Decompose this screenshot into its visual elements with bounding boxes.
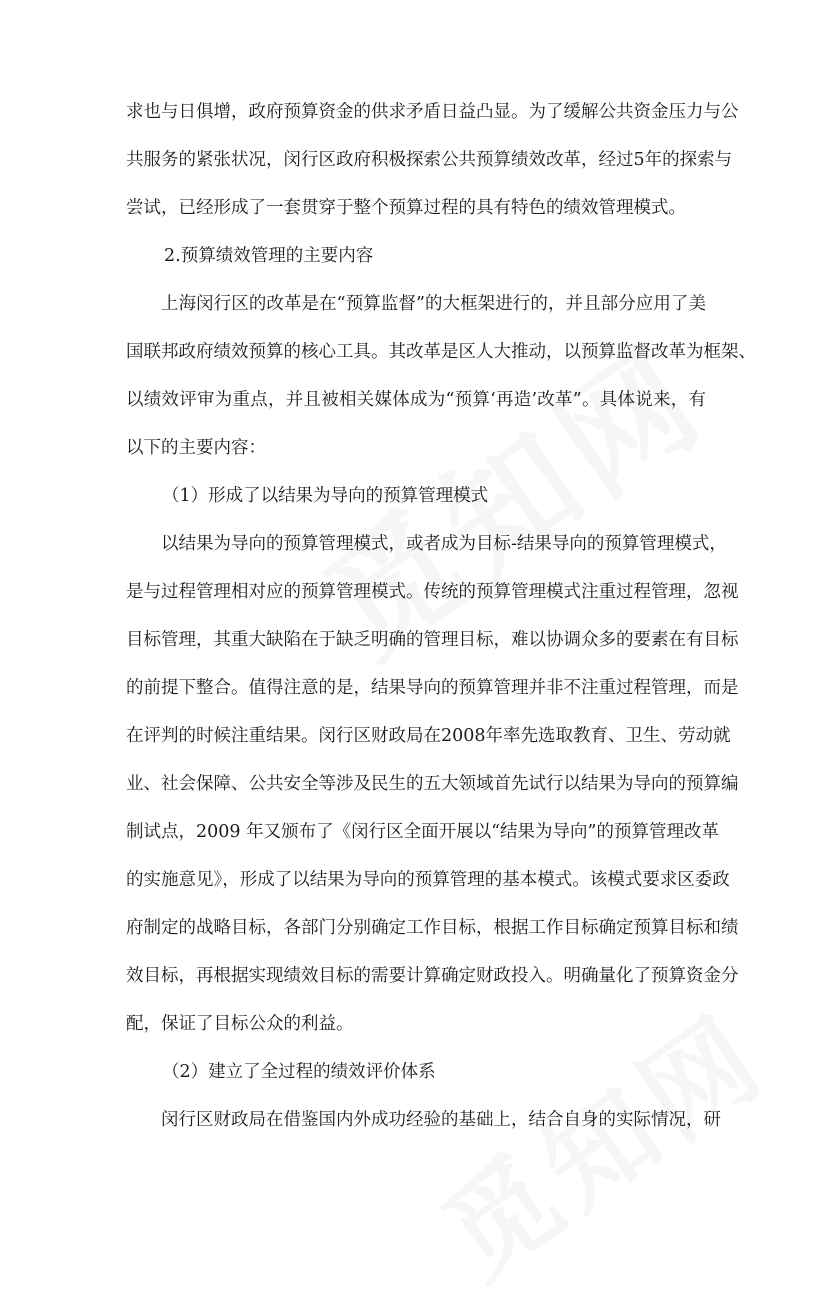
section-heading: 2.预算绩效管理的主要内容	[164, 246, 374, 266]
text-line: 国联邦政府绩效预算的核心工具。其改革是区人大推动，以预算监督改革为框架、	[126, 342, 756, 362]
text-line: 尝试，已经形成了一套贯穿于整个预算过程的具有特色的绩效管理模式。	[126, 198, 686, 218]
text-line: 效目标，再根据实现绩效目标的需要计算确定财政投入。明确量化了预算资金分	[126, 966, 739, 986]
text-line: 上海闵行区的改革是在“预算监督”的大框架进行的，并且部分应用了美	[161, 294, 706, 314]
text-line: 配，保证了目标公众的利益。	[126, 1014, 354, 1034]
text-line: 以结果为导向的预算管理模式，或者成为目标-结果导向的预算管理模式，	[161, 534, 727, 554]
watermark	[407, 971, 793, 1307]
text-line: 是与过程管理相对应的预算管理模式。传统的预算管理模式注重过程管理，忽视	[126, 582, 739, 602]
text-line: 制试点，2009 年又颁布了《闵行区全面开展以“结果为导向”的预算管理改革	[126, 822, 719, 842]
text-line: 在评判的时候注重结果。闵行区财政局在2008年率先选取教育、卫生、劳动就	[126, 726, 731, 746]
text-line: 业、社会保障、公共安全等涉及民生的五大领域首先试行以结果为导向的预算编	[126, 774, 739, 794]
text-line: 的前提下整合。值得注意的是，结果导向的预算管理并非不注重过程管理，而是	[126, 678, 739, 698]
text-line: 以下的主要内容：	[126, 438, 266, 458]
text-line: 府制定的战略目标，各部门分别确定工作目标，根据工作目标确定预算目标和绩	[126, 918, 739, 938]
text-line: 闵行区财政局在借鉴国内外成功经验的基础上，结合自身的实际情况，研	[161, 1110, 721, 1130]
text-line: 求也与日俱增，政府预算资金的供求矛盾日益凸显。为了缓解公共资金压力与公	[126, 102, 739, 122]
text-line: 共服务的紧张状况，闵行区政府积极探索公共预算绩效改革，经过5年的探索与	[126, 150, 733, 170]
text-line: 目标管理，其重大缺陷在于缺乏明确的管理目标，难以协调众多的要素在有目标	[126, 630, 739, 650]
subsection-heading: （1）形成了以结果为导向的预算管理模式	[162, 486, 489, 506]
text-line: 的实施意见》，形成了以结果为导向的预算管理的基本模式。该模式要求区委政	[126, 870, 730, 890]
text-line: 以绩效评审为重点，并且被相关媒体成为“预算‘再造’改革”。具体说来，有	[126, 390, 706, 410]
subsection-heading: （2）建立了全过程的绩效评价体系	[162, 1062, 436, 1082]
